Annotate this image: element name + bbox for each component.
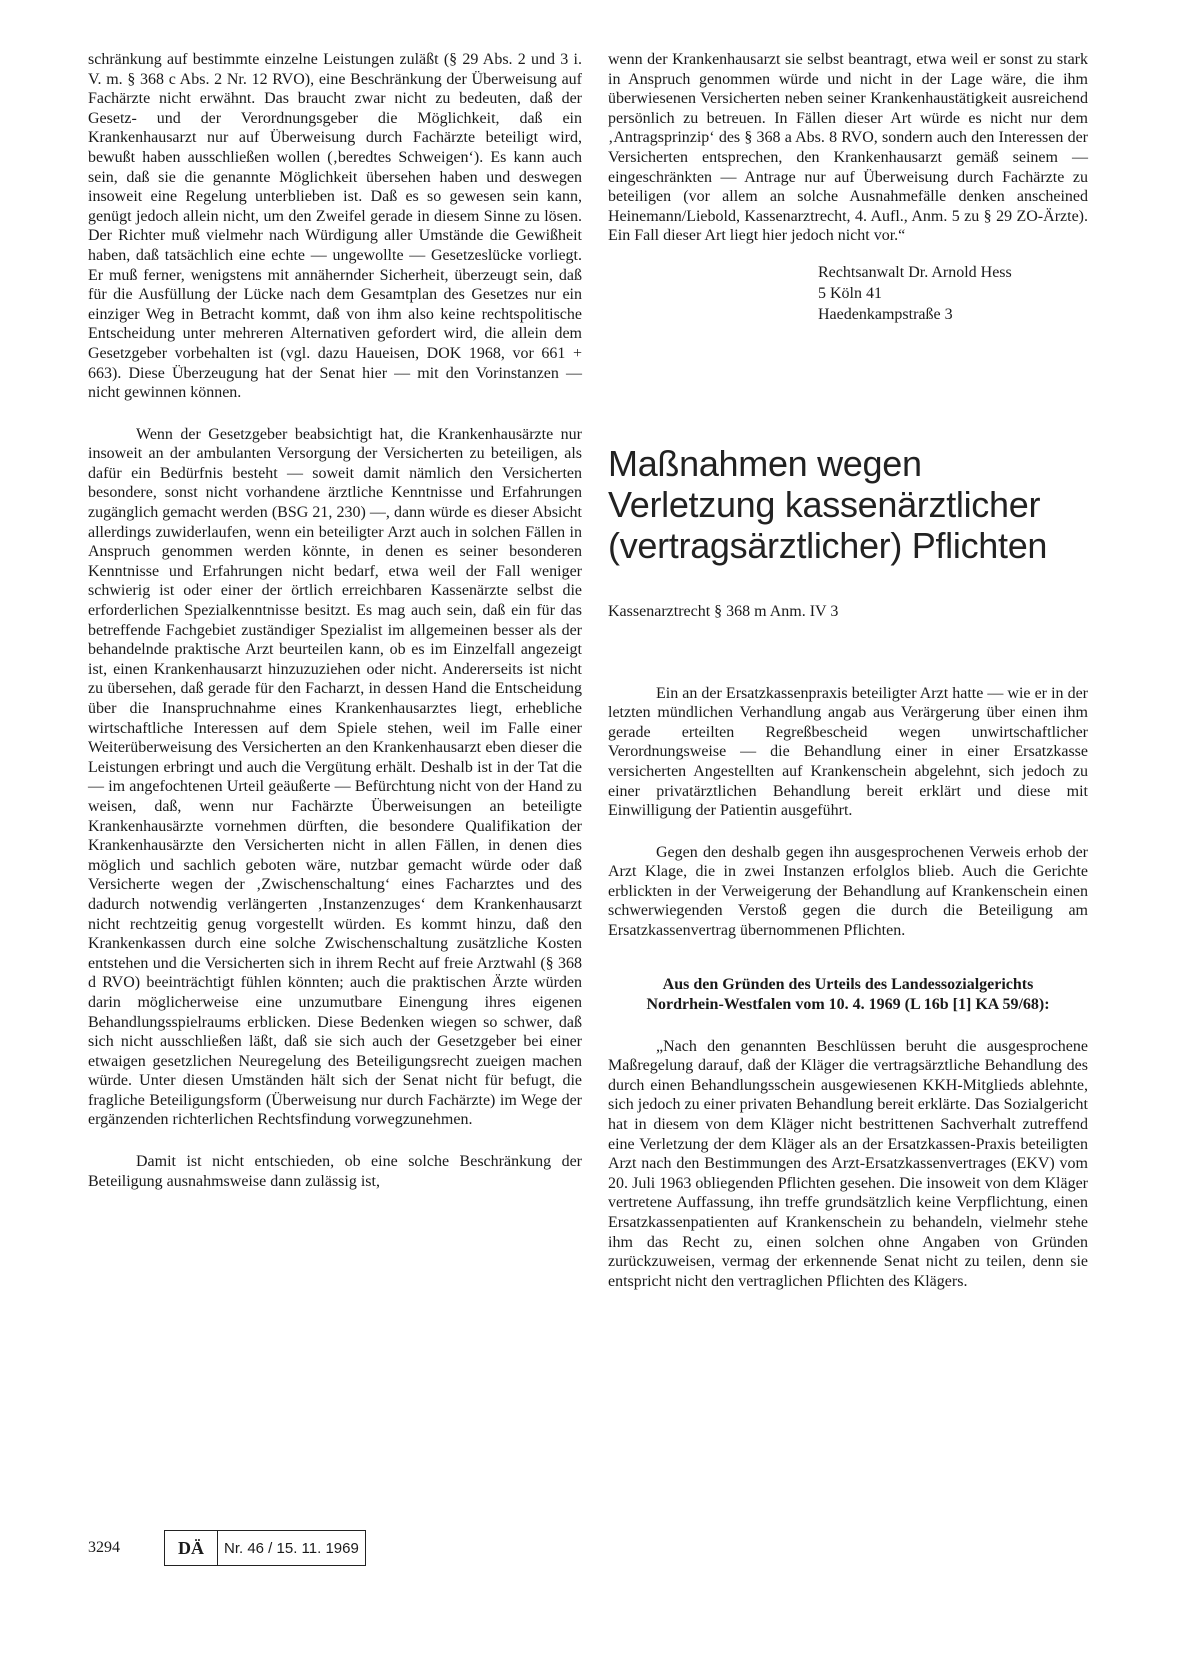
journal-logo: DÄ	[165, 1531, 218, 1565]
body-paragraph: Wenn der Gesetzgeber beabsichtigt hat, die Krankenhausärzte nur insoweit an der ambulanten Versorgung der Versicherten zu beteiligen, als dafür ein Bedürfnis besteht — soweit damit nämlich den Versicherten besondere, sonst nicht vorhandene ärztliche Kenntnisse und Erfahrungen zugänglich gemacht werden (BSG 21, 230) —, dann würde es dieser Absicht allerdings zuwiderlaufen, wenn ein beteiligter Arzt auch in solchen Fällen in Anspruch genommen werden könnte, in denen es seiner besonderen Kenntnisse und Erfahrungen nicht bedarf, etwa weil der Fall weniger schwierig ist oder einer der örtlich erreichbaren Kassenärzte selbst die erforderlichen Spezialkenntnisse besitzt. Es mag auch sein, daß ein für das betreffende Fachgebiet zuständiger Spezialist im allgemeinen besser als der behandelnde praktische Arzt beurteilen kann, ob es im Einzelfall angezeigt ist, einen Krankenhausarzt hinzuzuziehen oder nicht. Andererseits ist nicht zu übersehen, daß gerade für den Facharzt, in dessen Hand die Entscheidung über die Inanspruchnahme eines Krankenhausarztes liegt, erhebliche wirtschaftliche Interessen auf dem Spiele stehen, weil im Falle einer Weiterüberweisung des Versicherten an den Krankenhausarzt eben dieser die Leistungen erbringt und auch die Vergütung erhält. Deshalb ist in der Tat die — im angefochtenen Urteil geäußerte — Befürchtung nicht von der Hand zu weisen, daß, wenn nur Fachärzte Überweisungen an beteiligte Krankenhausärzte vornehmen dürften, die besondere Qualifikation der Krankenhausärzte den Versicherten nicht in allen Fällen, in denen dies möglich und sachlich geboten wäre, nutzbar gemacht würde oder daß Versicherte wegen der ‚Zwischenschaltung‘ eines Facharztes und des dadurch notwendig verlängerten ‚Instanzenzuges‘ dem Krankenhausarzt nicht rechtzeitig genug vorgestellt würden. Es kommt hinzu, daß den Krankenkassen durch eine solche Zwischenschaltung zusätzliche Kosten entstehen und die Versicherten sich in ihrem Recht auf freie Arztwahl (§ 368 d RVO) beeinträchtigt fühlen könnten; auch die praktischen Ärzte würden darin möglicherweise eine unzumutbare Einengung ihres eigenen Behandlungsspielraums erblicken. Diese Bedenken wiegen so schwer, daß sich nicht ausschließen läßt, daß sie sich auch der Gesetzgeber bei einer etwaigen gesetzlichen Neuregelung des Beteiligungsrecht zueigen machen würde. Unter diesen Umständen hält sich der Senat nicht für befugt, die fragliche Beteiligungsform (Überweisung nur durch Fachärzte) im Wege der ergänzenden richterlichen Rechtsfindung vorwegzunehmen.	[88, 425, 582, 1129]
judgment-quote: „Nach den genannten Beschlüssen beruht die ausgesprochene Maßregelung darauf, daß der Kläger die vertragsärztliche Behandlung des durch einen Behandlungsschein ausgewiesenen KKH-Mitglieds ablehnte, sich jedoch zu einer privaten Behandlung bereit erklärte. Das Sozialgericht hat in diesem von dem Kläger nicht bestrittenen Sachverhalt zutreffend eine Verletzung der dem Kläger als an der Ersatzkassen-Praxis beteiligten Arzt nach den Bestimmungen des Arzt-Ersatzkassenvertrages (EKV) vom 20. Juli 1963 obliegenden Pflichten gesehen. Die insoweit von dem Kläger vertretene Auffassung, ihn treffe grundsätzlich keine Verpflichtung, einen Ersatzkassenpatienten auf Krankenschein zu behandeln, vielmehr stehe ihm das Recht zu, einen solchen ohne Angaben von Gründen zurückzuweisen, vermag der erkennende Senat nicht zu teilen, denn sie entspricht nicht den vertraglichen Pflichten des Klägers.	[608, 1037, 1088, 1290]
issue-label: Nr. 46 / 15. 11. 1969	[224, 1539, 359, 1557]
judgment-heading-line: Nordrhein-Westfalen vom 10. 4. 1969 (L 16b [1] KA 59/68):	[646, 995, 1050, 1013]
body-paragraph: schränkung auf bestimmte einzelne Leistungen zuläßt (§ 29 Abs. 2 und 3 i. V. m. § 368 c Abs. 2 Nr. 12 RVO), eine Beschränkung der Überweisung auf Fachärzte nicht erwähnt. Das braucht zwar nicht zu bedeuten, daß der Gesetz- und der Verordnungsgeber die Möglichkeit, daß ein Krankenhausarzt nur auf Überweisung durch Fachärzte beteiligt wird, bewußt haben ausschließen wollen (‚beredtes Schweigen‘). Es kann auch sein, daß sie die genannte Möglichkeit übersehen haben und deswegen insoweit eine Regelung unterblieben ist. Daß es so gewesen sein kann, genügt jedoch allein nicht, um den Zweifel gerade in diesem Sinne zu lösen. Der Richter muß vielmehr nach Würdigung aller Umstände die Gewißheit haben, daß tatsächlich eine echte — ungewollte — Gesetzeslücke vorliegt. Er muß ferner, wenigstens mit annähernder Sicherheit, überzeugt sein, daß für die Ausfüllung der Lücke nach dem Gesamtplan des Gesetzes nur ein einziger Weg in Betracht kommt, daß von ihm also keine rechtspolitische Entscheidung unter mehreren Alternativen gefordert wird, die allein dem Gesetzgeber vorbehalten ist (vgl. dazu Haueisen, DOK 1968, vor 661 + 663). Diese Überzeugung hat der Senat hier — mit den Vorinstanzen — nicht gewinnen können.	[88, 51, 582, 402]
author-city: 5 Köln 41	[818, 284, 882, 302]
lead-paragraph: Gegen den deshalb gegen ihn ausgesprochenen Verweis erhob der Arzt Klage, die in zwei Instanzen erfolglos blieb. Auch die Gerichte erblickten in der Verweigerung der Behandlung auf Krankenschein einen schwerwiegenden Verstoß gegen die durch die Beteiligung am Ersatzkassenvertrag übernommenen Pflichten.	[608, 843, 1088, 940]
lead-paragraph: Ein an der Ersatzkassenpraxis beteiligter Arzt hatte — wie er in der letzten mündlichen Verhandlung angab aus Verärgerung über einen ihm gerade erteilten Regreßbescheid wegen unwirtschaftlicher Verordnungsweise — die Behandlung einer in einer Ersatzkasse versicherten Angestellten auf Krankenschein abgelehnt, sich jedoch zu einer privatärztlichen Behandlung bereit erklärt und diese mit Einwilligung der Patientin ausgeführt.	[608, 684, 1088, 820]
legal-reference: Kassenarztrecht § 368 m Anm. IV 3	[608, 602, 839, 620]
body-paragraph: Damit ist nicht entschieden, ob eine solche Beschränkung der Beteiligung ausnahmsweise dann zulässig ist,	[88, 1153, 582, 1190]
author-signature	[818, 262, 1088, 325]
page-number: 3294	[88, 1539, 120, 1556]
issue-box	[164, 1530, 366, 1566]
page-footer	[88, 1530, 366, 1566]
author-street: Haedenkampstraße 3	[818, 305, 953, 323]
headline-line: Verletzung kassenärztlicher	[608, 483, 1041, 525]
body-paragraph: wenn der Krankenhausarzt sie selbst beantragt, etwa weil er sonst zu stark in Anspruch genommen würde und nicht in der Lage wäre, die ihm überwiesenen Versicherten neben seiner Krankenhaustätigkeit ausreichend persönlich zu betreuen. In Fällen dieser Art würde es nicht nur dem ‚Antragsprinzip‘ des § 368 a Abs. 8 RVO, sondern auch den Interessen der Versicherten entsprechen, den Krankenhausarzt gemäß seinem — eingeschränkten — Antrage nur auf Überweisung durch Fachärzte zu beteiligen (vor allem an solche Ausnahmefälle denken anscheined Heinemann/Liebold, Kassenarztrecht, 4. Aufl., Anm. 5 zu § 29 ZO-Ärzte). Ein Fall dieser Art liegt hier jedoch nicht vor.“	[608, 51, 1088, 245]
headline-line: Maßnahmen wegen	[608, 442, 922, 484]
article-headline	[608, 443, 1088, 566]
left-column	[88, 50, 582, 1191]
judgment-heading-line: Aus den Gründen des Urteils des Landessozialgerichts	[662, 975, 1034, 993]
author-name: Rechtsanwalt Dr. Arnold Hess	[818, 263, 1012, 281]
judgment-heading	[608, 975, 1088, 1015]
headline-line: (vertragsärztlicher) Pflichten	[608, 524, 1048, 566]
right-column	[608, 50, 1088, 1291]
